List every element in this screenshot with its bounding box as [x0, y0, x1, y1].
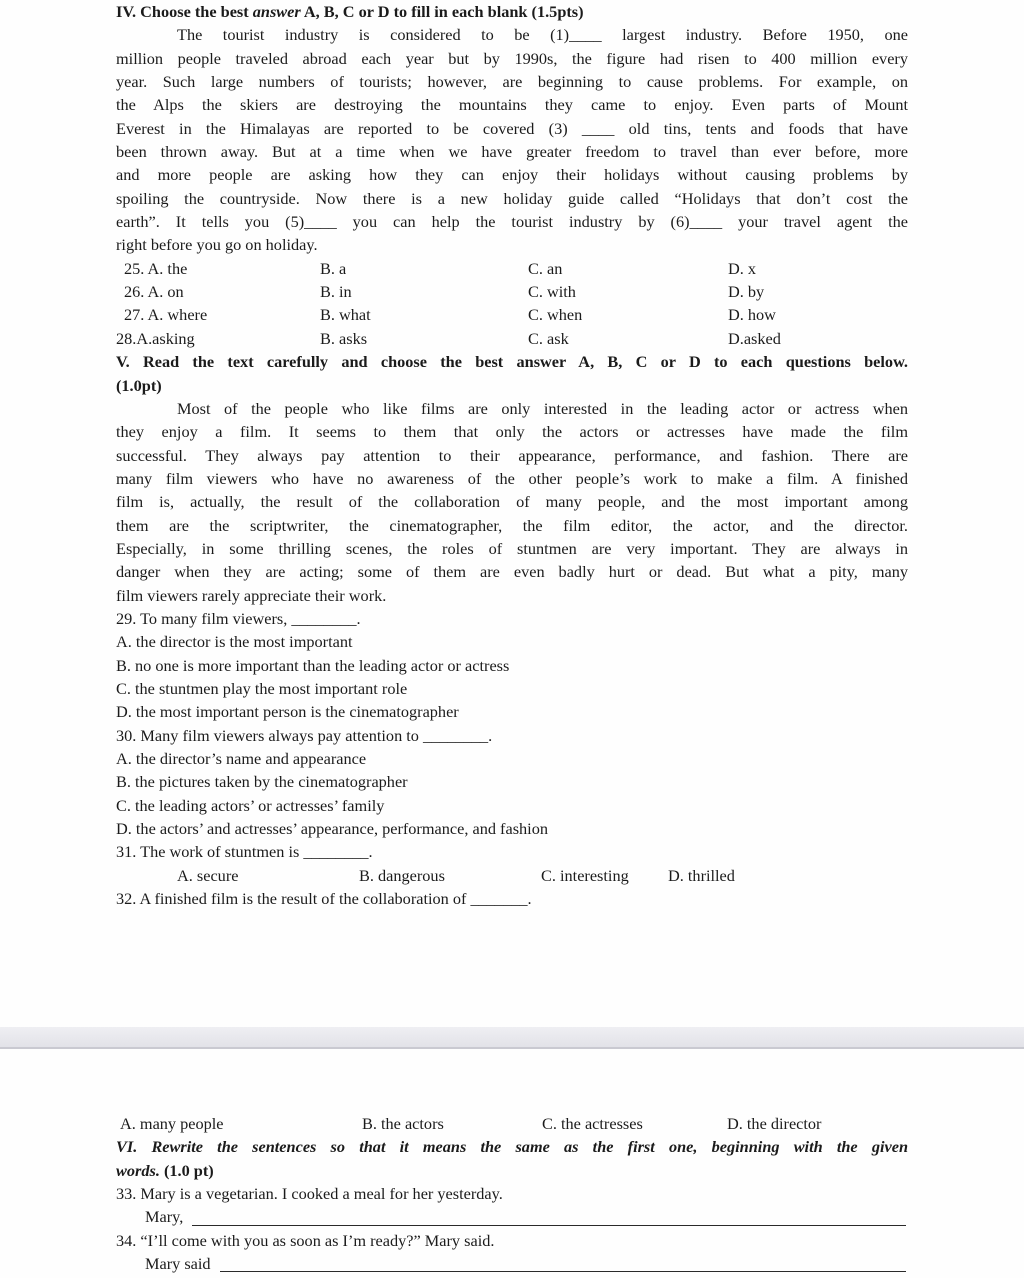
section-iv-heading-italic: answer — [252, 2, 301, 21]
question-29-option: B. no one is more important than the leading actor or actress — [116, 655, 510, 675]
option-28c: C. ask — [528, 328, 569, 348]
passage-line: danger when they are acting; some of them are even badly hurt or dead. But what a pity, many — [116, 562, 908, 582]
option-26b: B. in — [320, 282, 352, 302]
passage-line: and more people are asking how they can enjoy their holidays without causing problems by — [116, 165, 908, 185]
page1-content — [116, 0, 908, 910]
option-28d: D.asked — [728, 328, 781, 348]
option-27b: B. what — [320, 305, 371, 325]
mcq-row-28 — [116, 327, 908, 350]
passage-line: earth”. It tells you (5)____ you can help the tourist industry by (6)____ your travel agent the — [116, 212, 908, 232]
option-27a: 27. A. where — [124, 305, 208, 325]
section-vi-heading-line1: VI. Rewrite the sentences so that it means the same as the first one, beginning with the given — [116, 1137, 908, 1157]
option-31b: B. dangerous — [359, 865, 445, 885]
option-27c: C. when — [528, 305, 583, 325]
section-iv-heading-pre: IV. Choose the best — [116, 2, 253, 21]
option-25c: C. an — [528, 258, 563, 278]
question-30-option: B. the pictures taken by the cinematographer — [116, 772, 408, 792]
section-iv-heading — [116, 0, 908, 23]
option-25b: B. a — [320, 258, 347, 278]
section-iv-heading-post: A, B, C or D to fill in each blank (1.5pts) — [300, 2, 584, 21]
section-v-passage — [116, 397, 908, 607]
page2-content — [116, 1112, 908, 1275]
section-vi-heading-words: words. — [116, 1160, 160, 1180]
question-30-option: C. the leading actors’ or actresses’ family — [116, 795, 385, 815]
page-separator — [0, 1027, 1024, 1049]
question-30-stem: 30. Many film viewers always pay attention to ________. — [116, 725, 493, 745]
section-vi-heading-line2 — [116, 1159, 908, 1182]
option-32b: B. the actors — [362, 1114, 444, 1133]
question-30-option: A. the director’s name and appearance — [116, 749, 367, 768]
question-32-stem: 32. A finished film is the result of the collaboration of _______. — [116, 889, 532, 909]
passage-line: they enjoy a film. It seems to them that only the actors or actresses have made the film — [116, 422, 908, 442]
question-34-prompt: Mary said — [145, 1254, 211, 1274]
passage-line: many film viewers who have no awareness of the other people’s work to make a film. A finished — [116, 468, 908, 488]
question-31-options-row — [116, 864, 908, 887]
section-v-heading-line2: (1.0pt) — [116, 375, 162, 395]
passage-line: film is, actually, the result of the collaboration of many people, and the most important among — [116, 492, 908, 512]
passage-line: Everest in the Himalayas are reported to be covered (3) ____ old tins, tents and foods that have — [116, 118, 908, 138]
question-30-option: D. the actors’ and actresses’ appearance, performance, and fashion — [116, 819, 548, 839]
option-26a: 26. A. on — [124, 282, 184, 302]
section-vi-heading-points: (1.0 pt) — [159, 1160, 214, 1180]
question-32-options-row — [116, 1112, 908, 1135]
passage-line: successful. They always pay attention to their appearance, performance, and fashion. There are — [116, 445, 908, 465]
passage-line: the Alps the skiers are destroying the mountains they came to enjoy. Even parts of Mount — [116, 95, 908, 115]
question-29-stem: 29. To many film viewers, ________. — [116, 608, 361, 628]
question-29-option: D. the most important person is the cinematographer — [116, 702, 459, 722]
option-25a: 25. A. the — [124, 258, 188, 278]
passage-line: been thrown away. But at a time when we have greater freedom to travel than ever before, more — [116, 142, 908, 162]
question-33-prompt: Mary, — [145, 1207, 184, 1227]
question-31-stem: 31. The work of stuntmen is ________. — [116, 842, 373, 862]
section-iv-passage — [116, 23, 908, 256]
passage-line: million people traveled abroad each year but by 1990s, the figure had risen to 400 million every — [116, 48, 908, 68]
question-33-answer-line — [116, 1205, 908, 1228]
option-31c: C. interesting — [541, 865, 629, 885]
passage-line: spoiling the countryside. Now there is a new holiday guide called “Holidays that don’t cost the — [116, 188, 908, 208]
passage-line: them are the scriptwriter, the cinematographer, the film editor, the actor, and the director. — [116, 515, 908, 535]
passage-line: The tourist industry is considered to be (1)____ largest industry. Before 1950, one — [177, 25, 908, 45]
question-33-stem: 33. Mary is a vegetarian. I cooked a meal for her yesterday. — [116, 1184, 503, 1204]
option-32a: A. many people — [120, 1114, 224, 1133]
option-28b: B. asks — [320, 328, 368, 348]
option-26c: C. with — [528, 282, 576, 302]
passage-line: year. Such large numbers of tourists; however, are beginning to cause problems. For example, on — [116, 72, 908, 92]
option-27d: D. how — [728, 305, 776, 325]
question-33-blank-line — [192, 1225, 906, 1226]
passage-line: Most of the people who like films are only interested in the leading actor or actress when — [177, 398, 908, 418]
question-29-option: A. the director is the most important — [116, 632, 353, 652]
question-34-stem: 34. “I’ll come with you as soon as I’m ready?” Mary said. — [116, 1230, 495, 1250]
option-25d: D. x — [728, 258, 757, 278]
question-34-blank-line — [220, 1271, 906, 1272]
question-30-options — [116, 747, 908, 840]
section-v-heading-line1: V. Read the text carefully and choose the best answer A, B, C or D to each questions below. — [116, 352, 908, 372]
mcq-row-25 — [116, 257, 908, 280]
option-26d: D. by — [728, 282, 765, 302]
passage-line: film viewers rarely appreciate their work. — [116, 585, 387, 605]
question-29-option: C. the stuntmen play the most important role — [116, 678, 408, 698]
option-32c: C. the actresses — [542, 1114, 643, 1133]
mcq-row-26 — [116, 280, 908, 303]
option-31d: D. thrilled — [668, 865, 735, 885]
question-34-answer-line — [116, 1252, 908, 1275]
passage-line: right before you go on holiday. — [116, 235, 318, 255]
option-28a: 28.A.asking — [116, 328, 195, 348]
mcq-row-27 — [116, 303, 908, 326]
question-29-options — [116, 630, 908, 723]
option-32d: D. the director — [727, 1114, 822, 1133]
passage-line: Especially, in some thrilling scenes, the roles of stuntmen are very important. They are always in — [116, 538, 908, 558]
option-31a: A. secure — [177, 865, 239, 885]
